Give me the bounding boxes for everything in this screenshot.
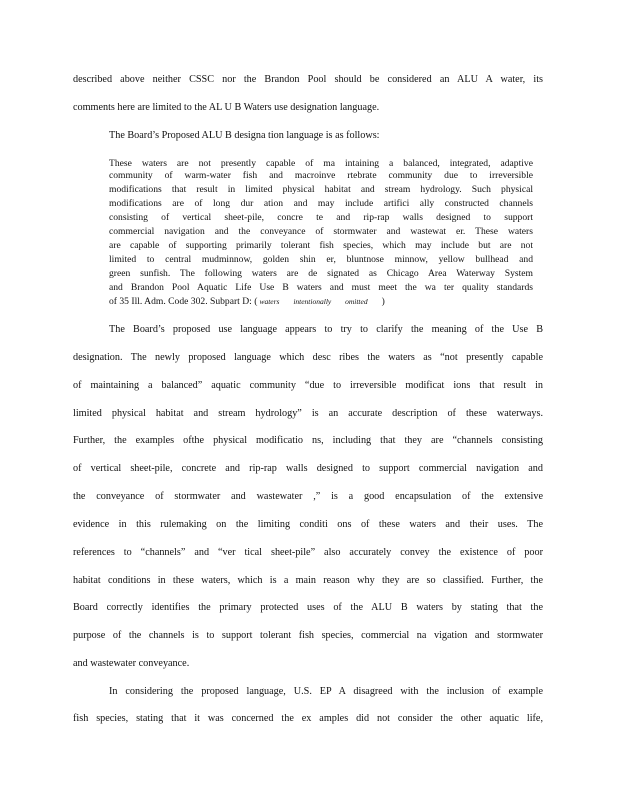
text-line: habitat conditions in these waters, which is a main reason why they are so classified. Further, the xyxy=(73,575,543,586)
omitted-note: waters intentionally omitted xyxy=(259,297,368,306)
text-line: In considering the proposed language, U.S. EP A disagreed with the inclusion of example xyxy=(109,686,543,697)
text-line: of vertical sheet-pile, concrete and rip-rap walls designed to support commercial navigation and xyxy=(73,463,543,474)
quote-line: modifications that result in limited physical habitat and stream hydrology. Such physical xyxy=(109,184,533,195)
text-line: purpose of the channels is to support tolerant fish species, commercial na vigation and stormwater xyxy=(73,630,543,641)
text-line: designation. The newly proposed language which desc ribes the waters as “not presently capable xyxy=(73,352,543,363)
text-line: comments here are limited to the AL U B Waters use designation language. xyxy=(73,102,380,113)
quote-line: are capable of supporting primarily tolerant fish species, which may include but are not xyxy=(109,240,533,251)
text-line: fish species, stating that it was concerned the ex amples did not consider the other aquatic life, xyxy=(73,713,543,724)
text-line: of maintaining a balanced” aquatic community “due to irreversible modificat ions that result in xyxy=(73,380,543,391)
text-line: limited physical habitat and stream hydrology” is an accurate description of these waterways. xyxy=(73,408,543,419)
text-line: The Board’s proposed use language appears to try to clarify the meaning of the Use B xyxy=(109,324,543,335)
quote-line: consisting of vertical sheet-pile, concre te and rip-rap walls designed to support xyxy=(109,212,533,223)
text-line: evidence in this rulemaking on the limiting conditi ons of these waters and their uses. The xyxy=(73,519,543,530)
text-line: The Board’s Proposed ALU B designa tion language is as follows: xyxy=(109,130,380,141)
quote-line: commercial navigation and the conveyance of stormwater and wastewat er. These waters xyxy=(109,226,533,237)
quote-line: modifications are of long dur ation and may include artifici ally constructed channels xyxy=(109,198,533,209)
quote-line: green sunfish. The following waters are de signated as Chicago Area Waterway System xyxy=(109,268,533,279)
quote-line: and Brandon Pool Aquatic Life Use B waters and must meet the wa ter quality standards xyxy=(109,282,533,293)
quote-line: limited to central mudminnow, golden shin er, bluntnose minnow, yellow bullhead and xyxy=(109,254,533,265)
text-line: the conveyance of stormwater and wastewater ,” is a good encapsulation of the extensive xyxy=(73,491,543,502)
text-line: Board correctly identifies the primary protected uses of the ALU B waters by stating that the xyxy=(73,602,543,613)
text-line: described above neither CSSC nor the Brandon Pool should be considered an ALU A water, its xyxy=(73,74,543,85)
text-line: references to “channels” and “ver tical sheet-pile” also accurately convey the existence of poor xyxy=(73,547,543,558)
quote-line: community of warm-water fish and macroinve rtebrate community due to irreversible xyxy=(109,170,533,181)
quote-line: These waters are not presently capable of ma intaining a balanced, integrated, adaptive xyxy=(109,158,533,169)
text-line: and wastewater conveyance. xyxy=(73,658,190,669)
quote-close: ) xyxy=(381,296,385,307)
quote-last-line xyxy=(109,296,533,307)
quote-text: of 35 Ill. Adm. Code 302. Subpart D: ( xyxy=(109,296,258,307)
text-line: Further, the examples ofthe physical modificatio ns, including that they are “channels consisting xyxy=(73,435,543,446)
